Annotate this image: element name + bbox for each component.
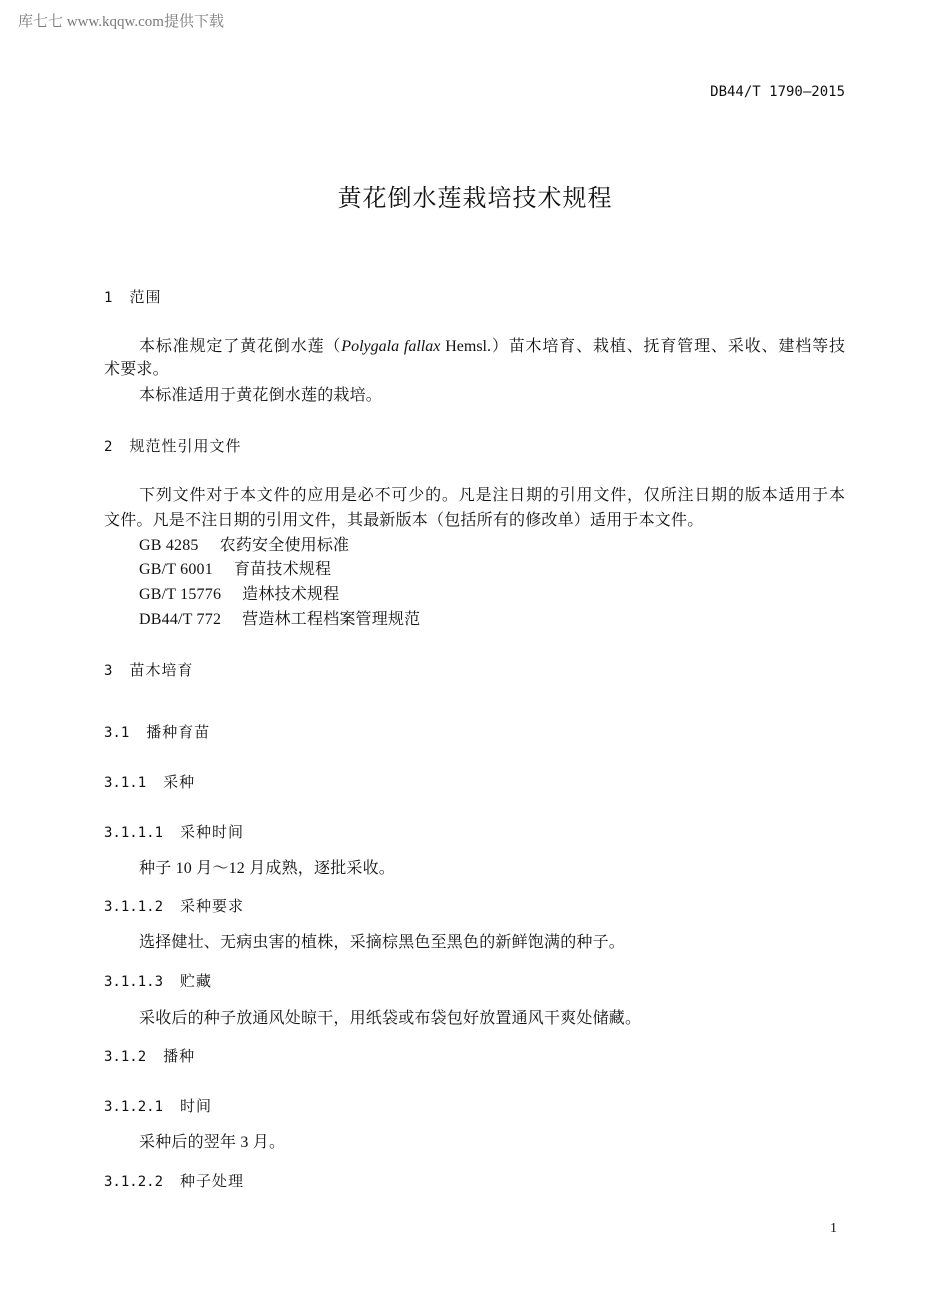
- document-title: 黄花倒水莲栽培技术规程: [337, 184, 613, 212]
- scope-paragraph-2: 本标准适用于黄花倒水莲的栽培。: [139, 387, 383, 404]
- reference-item: [139, 585, 339, 605]
- section-number: 3.1.2.1: [104, 1099, 164, 1115]
- section-3-1-heading: [104, 722, 210, 743]
- section-number: 3.1: [104, 725, 130, 741]
- download-watermark: 库七七 www.kqqw.com提供下载: [18, 14, 224, 30]
- reference-item: [139, 560, 331, 580]
- section-number: 2: [104, 439, 113, 455]
- reference-name: 造林技术规程: [242, 586, 340, 603]
- section-3-1-1-2-heading: [104, 896, 244, 917]
- section-1-heading: [104, 287, 161, 308]
- reference-name: 育苗技术规程: [233, 561, 332, 578]
- section-title: 采种: [163, 773, 196, 791]
- page-number: 1: [830, 1221, 837, 1236]
- section-number: 3.1.1.1: [104, 825, 164, 841]
- species-name: Polygala fallax: [341, 338, 441, 355]
- section-number: 3.1.2: [104, 1049, 147, 1065]
- refs-intro-line-2: 文件。凡是不注日期的引用文件，其最新版本（包括所有的修改单）适用于本文件。: [104, 512, 704, 529]
- section-title: 采种要求: [180, 897, 245, 915]
- section-title: 种子处理: [180, 1172, 245, 1190]
- section-title: 时间: [180, 1097, 213, 1115]
- standard-code-header: DB44/T 1790—2015: [710, 84, 845, 100]
- section-number: 3: [104, 663, 113, 679]
- section-title: 播种育苗: [146, 723, 211, 741]
- reference-code: DB44/T 772: [139, 611, 222, 628]
- storage-text: 采收后的种子放通风处晾干，用纸袋或布袋包好放置通风干爽处储藏。: [139, 1010, 642, 1027]
- section-3-1-2-2-heading: [104, 1171, 244, 1192]
- scope-text-suffix: Hemsl.）苗木培育、栽植、抚育管理、采收、建档等技: [440, 338, 845, 355]
- section-title: 播种: [163, 1047, 196, 1065]
- section-3-1-1-heading: [104, 772, 195, 793]
- section-3-1-2-heading: [104, 1046, 195, 1067]
- section-number: 1: [104, 290, 113, 306]
- scope-paragraph-line-2: 术要求。: [104, 361, 169, 378]
- reference-name: 营造林工程档案管理规范: [242, 611, 421, 628]
- section-3-1-1-1-heading: [104, 822, 244, 843]
- reference-item: [139, 536, 349, 556]
- section-title: 规范性引用文件: [129, 437, 242, 455]
- section-3-1-1-3-heading: [104, 971, 212, 992]
- section-number: 3.1.1.2: [104, 899, 164, 915]
- scope-text-prefix: 本标准规定了黄花倒水莲（: [139, 338, 342, 355]
- reference-item: [139, 610, 420, 630]
- reference-code: GB 4285: [139, 537, 199, 554]
- collection-requirement-text: 选择健壮、无病虫害的植株，采摘棕黑色至黑色的新鲜饱满的种子。: [139, 934, 626, 951]
- section-title: 范围: [129, 288, 162, 306]
- section-title: 采种时间: [180, 823, 245, 841]
- section-title: 贮藏: [180, 972, 213, 990]
- section-3-1-2-1-heading: [104, 1096, 212, 1117]
- refs-intro-line-1: 下列文件对于本文件的应用是必不可少的。凡是注日期的引用文件，仅所注日期的版本适用于本: [139, 487, 845, 504]
- section-number: 3.1.2.2: [104, 1174, 164, 1190]
- reference-code: GB/T 15776: [139, 586, 222, 603]
- section-2-heading: [104, 436, 241, 457]
- reference-code: GB/T 6001: [139, 561, 213, 578]
- section-3-heading: [104, 660, 193, 681]
- reference-name: 农药安全使用标准: [219, 537, 350, 554]
- collection-time-text: 种子 10 月～12 月成熟，逐批采收。: [139, 860, 396, 877]
- section-number: 3.1.1.3: [104, 974, 164, 990]
- scope-paragraph-line-1: [139, 337, 845, 357]
- section-title: 苗木培育: [129, 661, 194, 679]
- section-number: 3.1.1: [104, 775, 147, 791]
- sowing-time-text: 采种后的翌年 3 月。: [139, 1134, 286, 1151]
